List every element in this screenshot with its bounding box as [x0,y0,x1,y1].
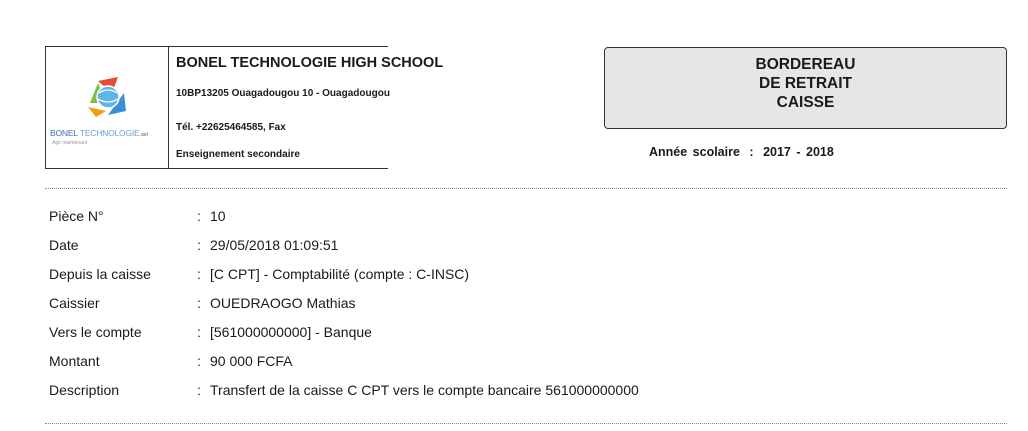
school-type: Enseignement secondaire [176,149,300,160]
school-info [168,46,444,169]
school-year [649,145,834,159]
detail-value: 29/05/2018 01:09:51 [210,237,339,253]
detail-label: Description [49,382,120,398]
detail-label: Date [49,237,79,253]
detail-value: Transfert de la caisse C CPT vers le compte bancaire 561000000000 [210,382,639,398]
detail-value: OUEDRAOGO Mathias [210,295,356,311]
divider-top [45,188,1007,189]
logo-brand-text: BONEL TECHNOLOGIEsarl [50,128,148,138]
title-line-2: DE RETRAIT [759,75,852,92]
detail-label: Pièce N° [49,208,104,224]
document-title-box [604,47,1007,129]
divider-bottom [45,423,1007,424]
logo-icon [84,73,130,119]
school-logo [45,46,169,169]
detail-value: [561000000000] - Banque [210,324,372,340]
detail-sep: : [197,295,201,311]
title-line-3: CAISSE [776,94,835,111]
school-year-sep: : [749,145,754,159]
detail-value: 10 [210,208,226,224]
detail-sep: : [197,324,201,340]
school-year-value: 2017 - 2018 [763,145,834,159]
detail-sep: : [197,208,201,224]
school-name: BONEL TECHNOLOGIE HIGH SCHOOL [176,55,444,71]
school-year-label: Année scolaire [649,145,740,159]
logo-tagline: Agir maintenant [52,140,88,146]
detail-sep: : [197,382,201,398]
detail-label: Caissier [49,295,100,311]
school-phone: Tél. +22625464585, Fax [176,122,286,133]
title-line-1: BORDEREAU [755,56,856,73]
school-address: 10BP13205 Ouagadougou 10 - Ouagadougou [176,88,390,99]
detail-label: Montant [49,353,100,369]
detail-value: [C CPT] - Comptabilité (compte : C-INSC) [210,266,470,282]
detail-label: Vers le compte [49,324,142,340]
detail-sep: : [197,237,201,253]
detail-sep: : [197,266,201,282]
detail-sep: : [197,353,201,369]
detail-label: Depuis la caisse [49,266,151,282]
detail-value: 90 000 FCFA [210,353,293,369]
